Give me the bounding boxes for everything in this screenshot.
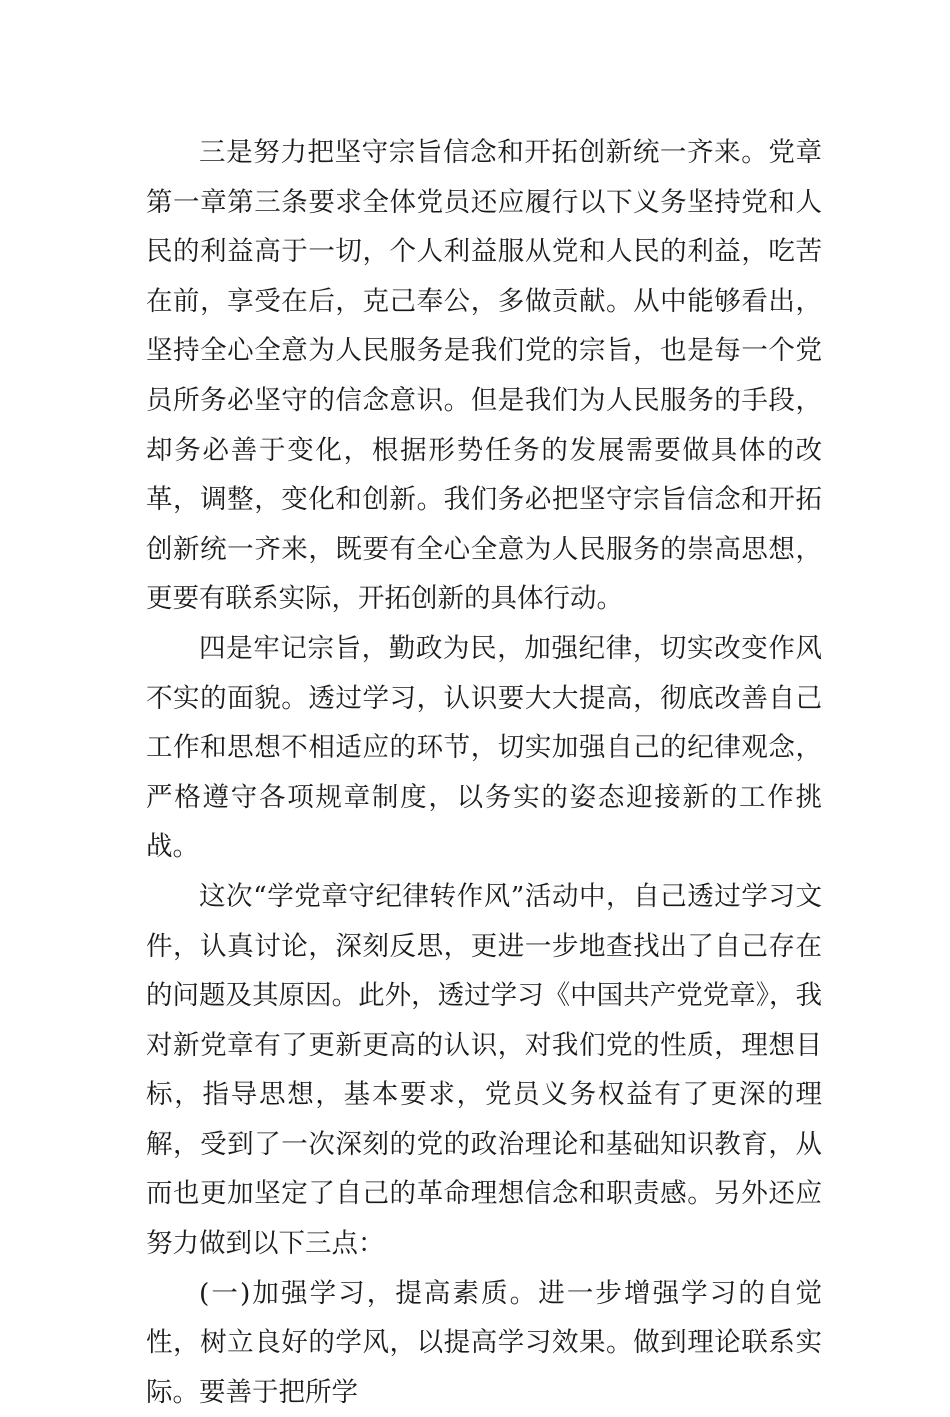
paragraph-point-four: 四是牢记宗旨，勤政为民，加强纪律，切实改变作风不实的面貌。透过学习，认识要大大提高，彻底改善自己工作和思想不相适应的环节，切实加强自己的纪律观念，严格遵守各项规章制度，以务实的姿态迎接新的工作挑战。	[146, 632, 822, 863]
document-body	[146, 128, 822, 1417]
paragraph-point-three: 三是努力把坚守宗旨信念和开拓创新统一齐来。党章第一章第三条要求全体党员还应履行以下义务坚持党和人民的利益高于一切，个人利益服从党和人民的利益，吃苦在前，享受在后，克己奉公，多做贡献。从中能够看出，坚持全心全意为人民服务是我们党的宗旨，也是每一个党员所务必坚守的信念意识。但是我们为人民服务的手段，却务必善于变化，根据形势任务的发展需要做具体的改革，调整，变化和创新。我们务必把坚守宗旨信念和开拓创新统一齐来，既要有全心全意为人民服务的崇高思想，更要有联系实际，开拓创新的具体行动。	[146, 137, 822, 615]
paragraph-activity-summary: 这次“学党章守纪律转作风”活动中，自己透过学习文件，认真讨论，深刻反思，更进一步地查找出了自己存在的问题及其原因。此外，透过学习《中国共产党党章》，我对新党章有了更新更高的认识，对我们党的性质，理想目标，指导思想，基本要求，党员义务权益有了更深的理解，受到了一次深刻的党的政治理论和基础知识教育，从而也更加坚定了自己的革命理想信念和职责感。另外还应努力做到以下三点：	[146, 880, 822, 1260]
paragraph-item-one: (一)加强学习，提高素质。进一步增强学习的自觉性，树立良好的学风，以提高学习效果。做到理论联系实际。要善于把所学	[146, 1277, 822, 1408]
